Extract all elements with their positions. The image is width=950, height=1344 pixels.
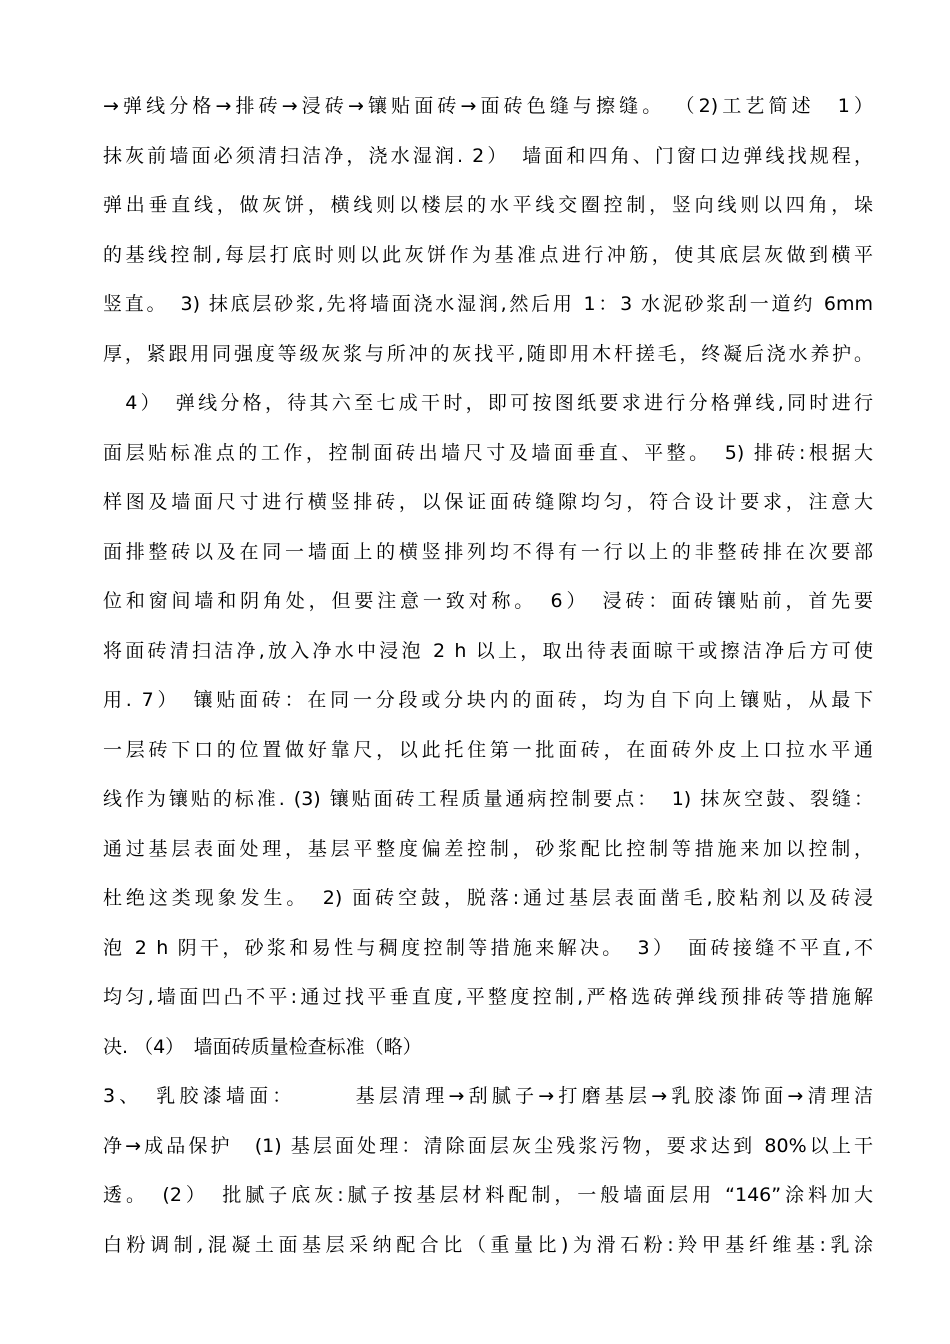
text-line: 杜绝这类现象发生。 2) 面砖空鼓，脱落:通过基层表面凿毛,胶粘剂以及砖浸 — [103, 887, 873, 909]
text-line: 3、 乳胶漆墙面： 基层清理→刮腻子→打磨基层→乳胶漆饰面→清理洁 — [103, 1085, 873, 1107]
text-line: 泡 2 h 阴干，砂浆和易性与稠度控制等措施来解决。 3） 面砖接缝不平直,不 — [103, 936, 873, 959]
text-line: 面层贴标准点的工作，控制面砖出墙尺寸及墙面垂直、平整。 5) 排砖:根据大 — [103, 441, 873, 464]
text-line: 抹灰前墙面必须清扫洁净，浇水湿润. 2） 墙面和四角、门窗口边弹线找规程， — [103, 144, 873, 167]
text-line: 4） 弹线分格，待其六至七成干时，即可按图纸要求进行分格弹线,同时进行 — [103, 392, 873, 414]
text-line: 均匀,墙面凹凸不平:通过找平垂直度,平整度控制,严格选砖弹线预排砖等措施解 — [103, 986, 873, 1008]
document-body-text — [103, 82, 873, 1270]
text-line: 线作为镶贴的标准. (3) 镶贴面砖工程质量通病控制要点： 1) 抹灰空鼓、裂缝： — [103, 788, 873, 810]
text-line: 净→成品保护 (1) 基层面处理：清除面层灰尘残浆污物，要求达到 80%以上干 — [103, 1134, 873, 1157]
text-line: 将面砖清扫洁净,放入净水中浸泡 2 h 以上，取出待表面晾干或擦洁净后方可使 — [103, 639, 873, 662]
text-line: 白粉调制,混凝土面基层采纳配合比（重量比)为滑石粉:羚甲基纤维基:乳涂 — [103, 1233, 873, 1256]
text-line: 用. 7） 镶贴面砖：在同一分段或分块内的面砖，均为自下向上镶贴，从最下 — [103, 689, 873, 711]
text-line: →弹线分格→排砖→浸砖→镶贴面砖→面砖色缝与擦缝。 （2)工艺简述 1） — [103, 95, 873, 117]
text-line: 竖直。 3) 抹底层砂浆,先将墙面浇水湿润,然后用 1：3 水泥砂浆刮一道约 6mm — [103, 293, 873, 315]
text-line: 决. （4） 墙面砖质量检查标准（略） — [103, 1035, 422, 1058]
text-line: 面排整砖以及在同一墙面上的横竖排列均不得有一行以上的非整砖排在次要部 — [103, 540, 873, 563]
text-line: 弹出垂直线，做灰饼，横线则以楼层的水平线交圈控制，竖向线则以四角，垛 — [103, 194, 873, 216]
text-line: 位和窗间墙和阴角处，但要注意一致对称。 6） 浸砖：面砖镶贴前，首先要 — [103, 590, 873, 612]
text-line: 一层砖下口的位置做好靠尺，以此托住第一批面砖，在面砖外皮上口拉水平通 — [103, 738, 873, 761]
text-line: 样图及墙面尺寸进行横竖排砖，以保证面砖缝隙均匀，符合设计要求，注意大 — [103, 491, 873, 513]
text-line: 厚，紧跟用同强度等级灰浆与所冲的灰找平,随即用木杆搓毛，终凝后浇水养护。 — [103, 342, 873, 365]
text-line: 透。 (2） 批腻子底灰:腻子按基层材料配制，一般墙面层用 “146”涂料加大 — [103, 1184, 873, 1206]
text-line: 通过基层表面处理，基层平整度偏差控制，砂浆配比控制等措施来加以控制， — [103, 837, 873, 860]
text-line: 的基线控制,每层打底时则以此灰饼作为基准点进行冲筋，使其底层灰做到横平 — [103, 243, 873, 266]
